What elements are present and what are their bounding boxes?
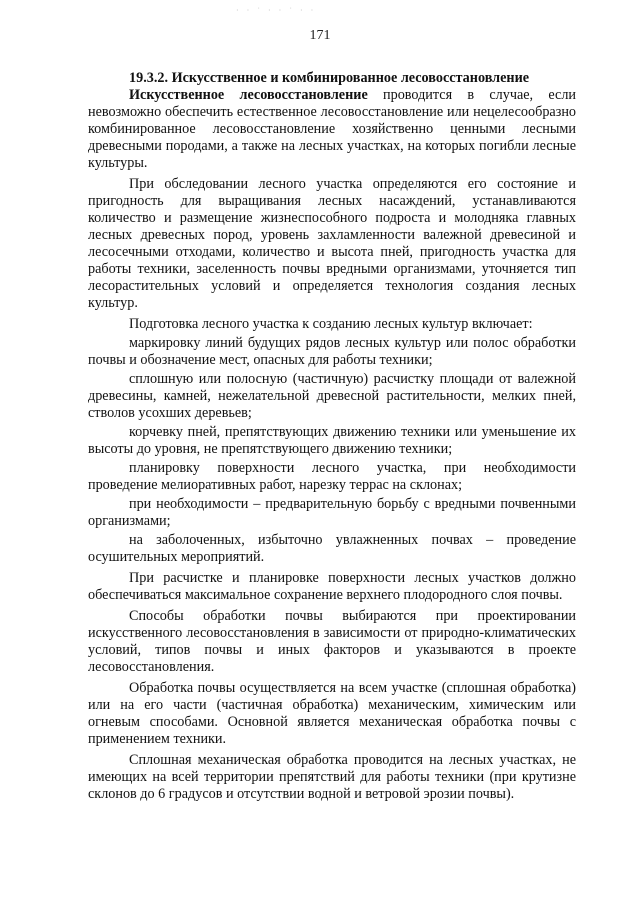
paragraph-topsoil: При расчистке и планировке поверхности лесных участков должно обеспечиваться максимальное сохранение верхнего плодородного слоя почвы. <box>88 570 576 603</box>
paragraph-site-survey: При обследовании лесного участка определяются его состояние и пригодность для выращивания лесных насаждений, устанавливаются количество и размещение жизнеспособного подроста и молодняка главных лесных древесных пород, уровень захламленности валежной древесиной и лесосечными отходами, количество и высота пней, пригодность участка для работы техники, заселенность почвы вредными организмами, уточняется тип лесорастительных условий и определяется технология создания лесных культур. <box>88 176 576 311</box>
page-number: 171 <box>309 28 331 43</box>
list-item: сплошную или полосную (частичную) расчистку площади от валежной древесины, камней, нежелательной древесной растительности, мелких пней, стволов усохших деревьев; <box>88 371 576 421</box>
paragraph-tillage-methods: Способы обработки почвы выбираются при проектировании искусственного лесовосстановления в зависимости от природно-климатических условий, типов почвы и иных факторов и указываются в проекте лесовосстановления. <box>88 608 576 675</box>
list-item: корчевку пней, препятствующих движению техники или уменьшение их высоты до уровня, не препятствующего движению техники; <box>88 424 576 457</box>
paragraph-text: проводится в случае, если невозможно обеспечить естественное лесовосстановление или нецелесообразно комбинированное лесовосстановление хозяйственно ценными лесными древесными породами, а также на лесных участках, на которых погибли лесные культуры. <box>88 87 576 171</box>
paragraph-tillage-types: Обработка почвы осуществляется на всем участке (сплошная обработка) или на его части (частичная обработка) механическим, химическим или огневым способами. Основной является механическая обработка почвы с применением техники. <box>88 680 576 747</box>
list-item: маркировку линий будущих рядов лесных культур или полос обработки почвы и обозначение мест, опасных для работы техники; <box>88 335 576 368</box>
list-item: на заболоченных, избыточно увлажненных почвах – проведение осушительных мероприятий. <box>88 532 576 565</box>
paragraph-preparation-intro: Подготовка лесного участка к созданию лесных культур включает: <box>129 316 533 332</box>
section-heading: 19.3.2. Искусственное и комбинированное лесовосстановление <box>129 70 530 86</box>
paragraph-artificial-reforestation <box>88 87 576 172</box>
list-item: при необходимости – предварительную борьбу с вредными почвенными организмами; <box>88 496 576 529</box>
scan-noise: · · ˙ · · ˙ · · <box>236 6 317 15</box>
paragraph-continuous-tillage: Сплошная механическая обработка проводится на лесных участках, не имеющих на всей территории препятствий для работы техники (при крутизне склонов до 6 градусов и отсутствии водной и ветровой эрозии почвы). <box>88 752 576 802</box>
document-body <box>88 70 576 807</box>
list-item: планировку поверхности лесного участка, при необходимости проведение мелиоративных работ, нарезку террас на склонах; <box>88 460 576 493</box>
bold-term: Искусственное лесовосстановление <box>129 87 368 103</box>
